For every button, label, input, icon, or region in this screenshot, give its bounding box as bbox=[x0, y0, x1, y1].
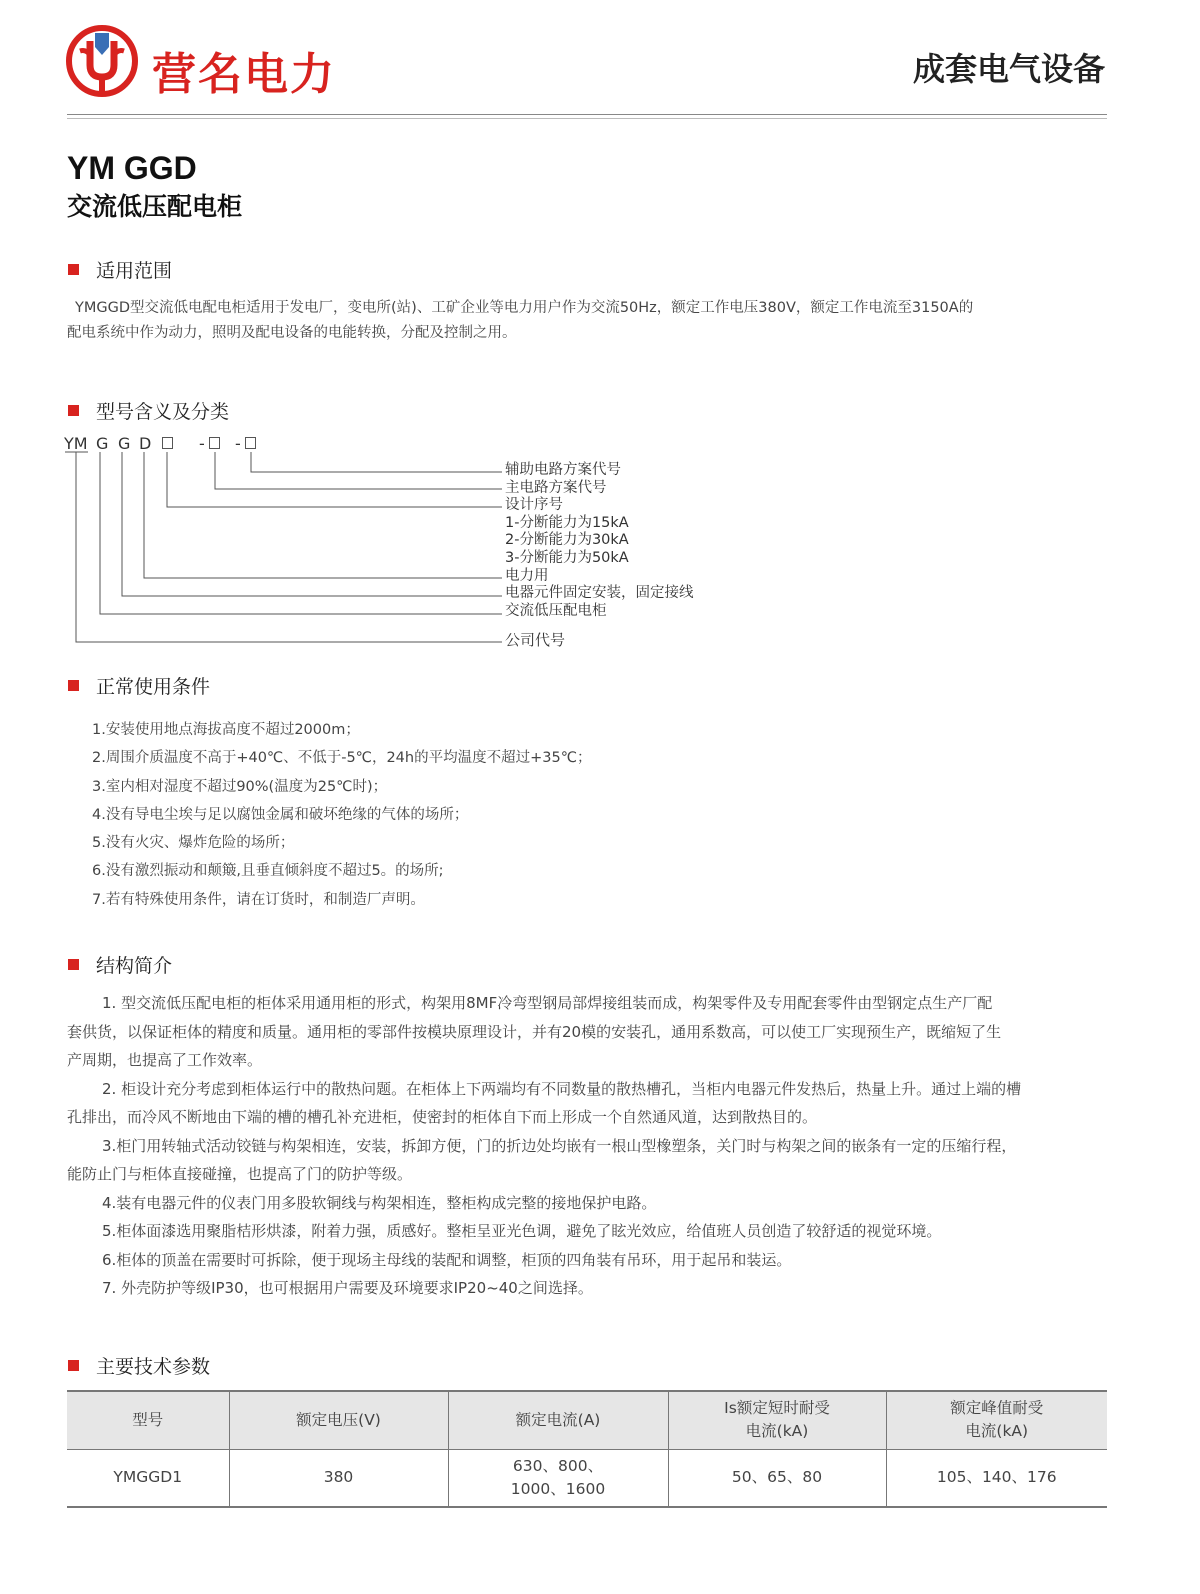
cell-text: 50、65、80 bbox=[731, 1468, 823, 1487]
header-cell bbox=[67, 1391, 229, 1449]
structure-line: 2. 柜设计充分考虑到柜体运行中的散热问题。在柜体上下两端均有不同数量的散热槽孔，当柜内电器元件发热后，热量上升。通过上端的槽 bbox=[102, 1079, 1022, 1098]
structure-line: 5.柜体面漆选用聚脂桔形烘漆，附着力强，质感好。整柜呈亚光色调，避免了眩光效应，给值班人员创造了较舒适的视觉环境。 bbox=[102, 1222, 942, 1240]
table-row bbox=[67, 1449, 1107, 1507]
category-title: 成套电气设备 bbox=[912, 50, 1105, 88]
code-label-main: 主电路方案代号 bbox=[505, 479, 607, 496]
list-item: 5.没有火灾、爆炸危险的场所； bbox=[92, 835, 295, 852]
list-item: 4.没有导电尘埃与足以腐蚀金属和破坏绝缘的气体的场所； bbox=[92, 806, 469, 823]
structure-line: 孔排出，而冷风不断地由下端的槽的槽孔补充进柜，使密封的柜体自下而上形成一个自然通风道，达到散热目的。 bbox=[67, 1108, 818, 1126]
table-cell bbox=[229, 1449, 448, 1507]
table-cell bbox=[67, 1449, 229, 1507]
list-item: 3.室内相对湿度不超过90%(温度为25℃时)； bbox=[92, 778, 388, 795]
structure-line: 产周期，也提高了工作效率。 bbox=[67, 1051, 263, 1069]
structure-line: 6.柜体的顶盖在需要时可拆除，便于现场主母线的装配和调整，柜顶的四角装有吊环，用于起吊和装运。 bbox=[102, 1250, 792, 1269]
code-part-d: D bbox=[139, 434, 152, 453]
header-text: 额定峰值耐受 bbox=[950, 1399, 1044, 1418]
scope-line: 配电系统中作为动力，照明及配电设备的电能转换，分配及控制之用。 bbox=[67, 325, 517, 341]
structure-line: 能防止门与柜体直接碰撞，也提高了门的防护等级。 bbox=[67, 1165, 413, 1183]
model-title: YM GGD bbox=[67, 150, 197, 186]
section-heading-params bbox=[68, 1352, 210, 1379]
section-heading-conditions bbox=[68, 672, 210, 699]
header-cell bbox=[448, 1391, 668, 1449]
structure-paragraphs bbox=[67, 989, 1107, 1303]
section-heading-structure bbox=[68, 951, 172, 978]
brand-name: 营名电力 bbox=[152, 49, 336, 100]
list-item: 7.若有特殊使用条件，请在订货时，和制造厂声明。 bbox=[92, 891, 425, 908]
section-heading-text: 结构简介 bbox=[96, 955, 173, 977]
conditions-list bbox=[92, 716, 591, 914]
header-cell bbox=[668, 1391, 886, 1449]
cell-text: 630、800、 bbox=[512, 1456, 604, 1475]
structure-line: 套供货，以保证柜体的精度和质量。通用柜的零部件按模块原理设计，并有20模的安装孔，通用系数高，可以使工厂实现预生产，既缩短了生 bbox=[67, 1022, 1002, 1041]
code-label-power: 电力用 bbox=[505, 567, 549, 584]
section-heading-text: 适用范围 bbox=[96, 260, 173, 282]
code-label-option: 1-分断能力为15kA bbox=[505, 514, 629, 531]
header-text: 电流(kA) bbox=[745, 1422, 809, 1441]
cell-text: 105、140、176 bbox=[936, 1468, 1057, 1487]
product-title: 交流低压配电柜 bbox=[67, 192, 243, 221]
section-heading-text: 型号含义及分类 bbox=[96, 401, 230, 423]
header-text: 额定电压(V) bbox=[296, 1410, 381, 1429]
code-label-company: 公司代号 bbox=[505, 631, 566, 649]
cell-text: 1000、1600 bbox=[510, 1479, 606, 1498]
diagram-connector-lines bbox=[0, 0, 520, 660]
section-heading-text: 正常使用条件 bbox=[96, 676, 211, 698]
code-dash: - bbox=[199, 434, 205, 453]
section-heading-text: 主要技术参数 bbox=[96, 1356, 211, 1378]
params-table bbox=[67, 1390, 1107, 1508]
list-item: 1.安装使用地点海拔高度不超过2000m； bbox=[92, 722, 360, 738]
header-text: 电流(kA) bbox=[965, 1422, 1029, 1441]
code-part-company: YM bbox=[64, 434, 88, 453]
code-label-option: 2-分断能力为30kA bbox=[505, 532, 629, 549]
code-label-option: 3-分断能力为50kA bbox=[505, 549, 629, 566]
list-item: 6.没有激烈振动和颠簸,且垂直倾斜度不超过5。的场所; bbox=[92, 863, 444, 880]
table-header-row bbox=[67, 1391, 1107, 1449]
cell-text: 380 bbox=[323, 1468, 354, 1487]
code-label-fixed: 电器元件固定安装，固定接线 bbox=[505, 585, 694, 602]
list-item: 2.周围介质温度不高于+40℃、不低于-5℃，24h的平均温度不超过+35℃； bbox=[92, 750, 592, 767]
bullet-square-icon bbox=[68, 959, 79, 970]
table-cell bbox=[668, 1449, 886, 1507]
bullet-square-icon bbox=[68, 1360, 79, 1371]
header-cell bbox=[886, 1391, 1107, 1449]
structure-line: 1. 型交流低压配电柜的柜体采用通用柜的形式，构架用8MF冷弯型钢局部焊接组装而成，构架零件及专用配套零件由型钢定点生产厂配 bbox=[102, 994, 993, 1012]
code-labels bbox=[505, 462, 694, 620]
header-text: 型号 bbox=[132, 1410, 164, 1429]
table-cell bbox=[448, 1449, 668, 1507]
code-part-g2: G bbox=[118, 434, 131, 453]
scope-line: YMGGD型交流低电配电柜适用于发电厂，变电所(站)、工矿企业等电力用户作为交流50Hz，额定工作电压380V，额定工作电流至3150A的 bbox=[75, 300, 974, 316]
code-part-g1: G bbox=[96, 434, 109, 453]
code-label-aux: 辅助电路方案代号 bbox=[505, 462, 621, 478]
header-text: 额定电流(A) bbox=[515, 1410, 601, 1429]
code-dash: - bbox=[235, 434, 241, 453]
structure-line: 7. 外壳防护等级IP30，也可根据用户需要及环境要求IP20~40之间选择。 bbox=[102, 1279, 593, 1297]
code-label-design: 设计序号 bbox=[505, 497, 563, 514]
cell-text: YMGGD1 bbox=[113, 1468, 183, 1487]
code-label-cabinet: 交流低压配电柜 bbox=[505, 602, 607, 619]
bullet-square-icon bbox=[68, 680, 79, 691]
structure-line: 4.装有电器元件的仪表门用多股软铜线与构架相连，整柜构成完整的接地保护电路。 bbox=[102, 1193, 657, 1212]
structure-line: 3.柜门用转轴式活动铰链与构架相连，安装，拆卸方便，门的折边处均嵌有一根山型橡塑条，关门时与构架之间的嵌条有一定的压缩行程， bbox=[102, 1136, 1017, 1155]
header-cell bbox=[229, 1391, 448, 1449]
table-cell bbox=[886, 1449, 1107, 1507]
header-text: Is额定短时耐受 bbox=[724, 1399, 830, 1418]
